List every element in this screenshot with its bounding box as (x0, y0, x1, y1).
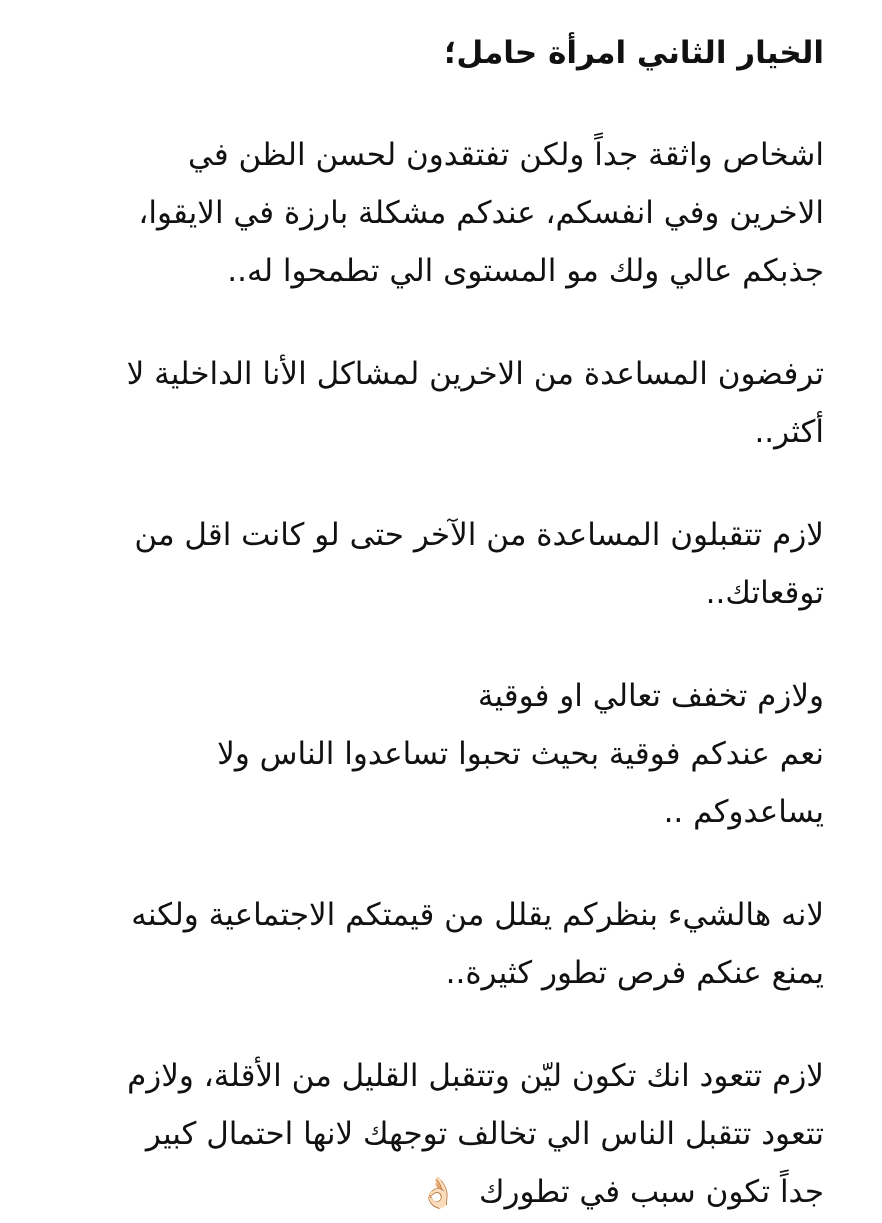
paragraph-line: تتعود تتقبل الناس الي تخالف توجهك لانها احتمال كبير (145, 1116, 824, 1152)
paragraph-line: لانه هالشيء بنظركم يقلل من قيمتكم الاجتماعية ولكنه (131, 897, 824, 933)
paragraph-line: جذبكم عالي ولك مو المستوى الي تطمحوا له.. (227, 253, 824, 289)
ok-hand-icon: 👌🏻 (419, 1175, 458, 1211)
paragraph-line: لازم تتعود انك تكون ليّن وتتقبل القليل من الأقلة، ولازم (127, 1058, 824, 1094)
paragraph-line: نعم عندكم فوقية بحيث تحبوا تساعدوا الناس ولا (217, 736, 824, 772)
paragraph-line-text: جداً تكون سبب في تطورك (478, 1174, 824, 1210)
paragraph-growth (40, 1047, 824, 1223)
document-title: الخيار الثاني امرأة حامل؛ (444, 35, 824, 71)
paragraph-line: الاخرين وفي انفسكم، عندكم مشكلة بارزة في الايقوا، (138, 195, 824, 231)
paragraph-line: ترفضون المساعدة من الاخرين لمشاكل الأنا الداخلية لا (126, 356, 824, 392)
paragraph-line: ولازم تخفف تعالي او فوقية (477, 678, 824, 714)
paragraph-line: لازم تتقبلون المساعدة من الآخر حتى لو كانت اقل من (134, 517, 824, 553)
paragraph-line: يساعدوكم .. (663, 794, 824, 830)
paragraph-line: اشخاص واثقة جداً ولكن تفتقدون لحسن الظن في (188, 137, 824, 173)
paragraph-line: يمنع عنكم فرص تطور كثيرة.. (445, 955, 824, 991)
paragraph-accept-help (40, 506, 824, 622)
paragraph-line-last (40, 1163, 824, 1223)
paragraph-superiority (40, 667, 824, 841)
paragraph-confidence (40, 126, 824, 300)
paragraph-line: توقعاتك.. (705, 575, 824, 611)
paragraph-refuse-help (40, 345, 824, 461)
paragraph-line: أكثر.. (754, 414, 824, 450)
paragraph-social-value (40, 886, 824, 1002)
